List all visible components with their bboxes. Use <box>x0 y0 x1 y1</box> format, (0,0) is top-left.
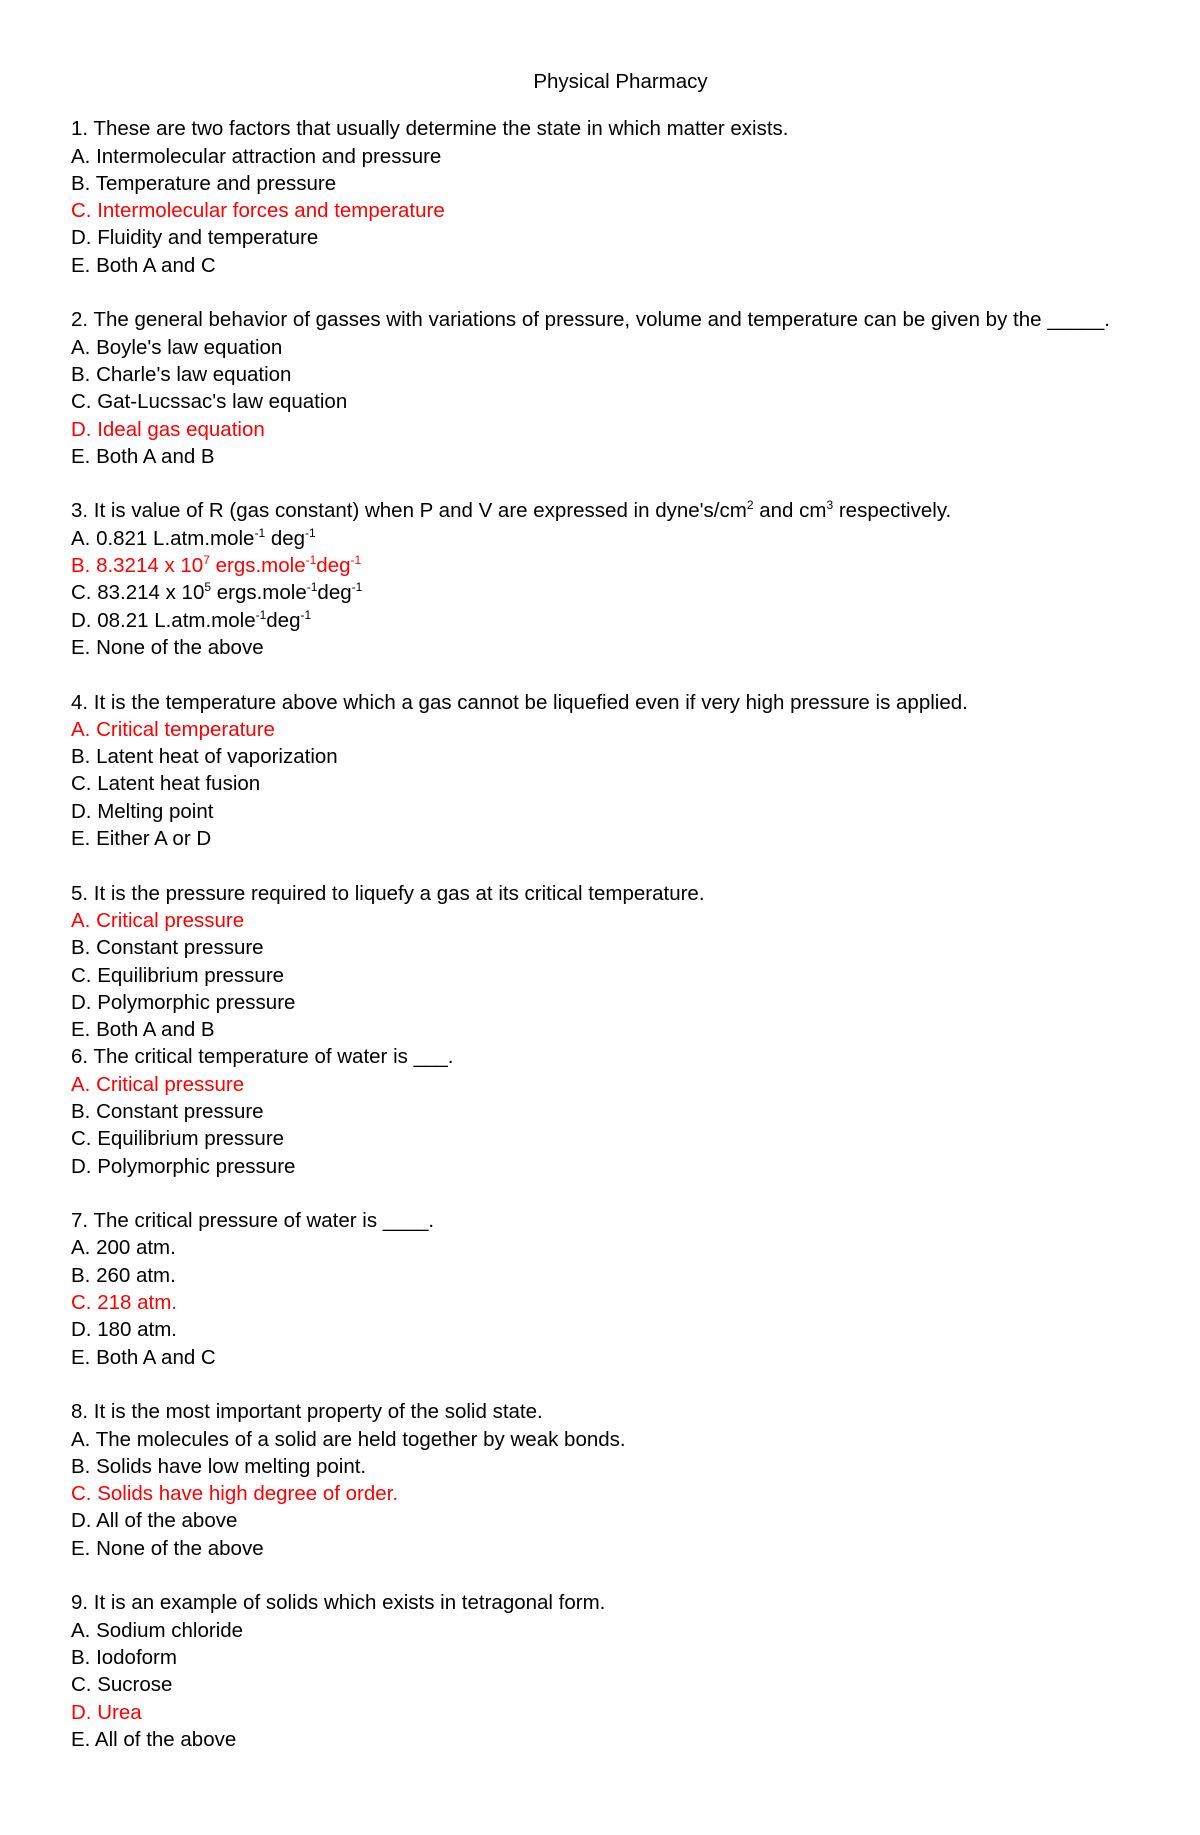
answer-choice: B. 260 atm. <box>71 1263 176 1287</box>
answer-choice: D. Fluidity and temperature <box>71 226 319 250</box>
answer-choice: B. Latent heat of vaporization <box>71 745 338 769</box>
answer-choice: E. Both A and C <box>71 1345 216 1369</box>
answer-choice: A. Boyle's law equation <box>71 335 283 359</box>
question-1 <box>71 115 1140 279</box>
question-6 <box>71 1043 1140 1179</box>
question-stem: 1. These are two factors that usually determine the state in which matter exists. <box>71 117 789 141</box>
answer-choice-correct: C. Solids have high degree of order. <box>71 1482 399 1506</box>
answer-choice-correct: C. 218 atm. <box>71 1291 177 1315</box>
answer-choice-correct: A. Critical pressure <box>71 1072 245 1096</box>
answer-choice: E. None of the above <box>71 1536 264 1560</box>
answer-choice: E. Both A and B <box>71 1018 215 1042</box>
question-2 <box>71 306 1140 470</box>
answer-choice: D. Polymorphic pressure <box>71 1154 296 1178</box>
answer-choice: E. Both A and C <box>71 253 216 277</box>
answer-choice: A. The molecules of a solid are held together by weak bonds. <box>71 1427 626 1451</box>
answer-choice-correct: B. 8.3214 x $10^7$ ergs.mole$^{-1}$deg$^{-1}$ <box>71 553 362 578</box>
answer-choice-correct: D. Urea <box>71 1700 142 1724</box>
answer-choice-correct: A. Critical pressure <box>71 908 245 932</box>
answer-choice: D. Melting point <box>71 799 214 823</box>
question-list <box>71 115 1140 1753</box>
answer-choice: E. Both A and B <box>71 444 215 468</box>
question-stem: 5. It is the pressure required to liquefy a gas at its critical temperature. <box>71 881 705 905</box>
answer-choice: A. 0.821 L.atm.mole$^{-1}$ deg$^{-1}$ <box>71 525 316 550</box>
answer-choice: C. Equilibrium pressure <box>71 1127 285 1151</box>
answer-choice: C. Equilibrium pressure <box>71 963 285 987</box>
question-stem: 3. It is value of R (gas constant) when P and V are expressed in $dyne's/cm^2$ and $cm^3$ respectively. <box>71 498 952 523</box>
question-3 <box>71 497 1140 661</box>
answer-choice-correct: D. Ideal gas equation <box>71 417 265 441</box>
answer-choice: D. 08.21 L.atm.mole$^{-1}$deg$^{-1}$ <box>71 607 312 632</box>
answer-choice: E. None of the above <box>71 635 264 659</box>
answer-choice-correct: C. Intermolecular forces and temperature <box>71 199 445 223</box>
answer-choice: D. 180 atm. <box>71 1318 177 1342</box>
answer-choice: C. Gat-Lucssac's law equation <box>71 390 348 414</box>
question-5 <box>71 880 1140 1044</box>
answer-choice: B. Constant pressure <box>71 1099 264 1123</box>
page-title: Physical Pharmacy <box>533 70 708 93</box>
answer-choice: C. Latent heat fusion <box>71 772 261 796</box>
question-4 <box>71 689 1140 853</box>
question-stem: 7. The critical pressure of water is ____. <box>71 1209 435 1233</box>
answer-choice: C. 83.214 x $10^5$ ergs.mole$^{-1}$deg$^{-1}$ <box>71 580 363 605</box>
answer-choice: B. Constant pressure <box>71 936 264 960</box>
answer-choice: E. All of the above <box>71 1727 237 1751</box>
question-9 <box>71 1589 1140 1753</box>
answer-choice: A. 200 atm. <box>71 1236 176 1260</box>
question-stem: 4. It is the temperature above which a gas cannot be liquefied even if very high pressure is applied. <box>71 690 968 714</box>
answer-choice: B. Solids have low melting point. <box>71 1454 367 1478</box>
answer-choice: D. All of the above <box>71 1509 238 1533</box>
question-stem: 2. The general behavior of gasses with variations of pressure, volume and temperature can be given by the _____. <box>71 308 1110 332</box>
question-stem: 6. The critical temperature of water is ___. <box>71 1045 454 1069</box>
answer-choice: C. Sucrose <box>71 1673 173 1697</box>
answer-choice: A. Sodium chloride <box>71 1618 244 1642</box>
question-stem: 9. It is an example of solids which exists in tetragonal form. <box>71 1591 606 1615</box>
question-8 <box>71 1398 1140 1562</box>
answer-choice: A. Intermolecular attraction and pressure <box>71 144 442 168</box>
answer-choice: B. Iodoform <box>71 1645 177 1669</box>
question-stem: 8. It is the most important property of the solid state. <box>71 1400 543 1424</box>
question-7 <box>71 1207 1140 1371</box>
answer-choice: B. Temperature and pressure <box>71 171 337 195</box>
answer-choice-correct: A. Critical temperature <box>71 717 275 741</box>
answer-choice: B. Charle's law equation <box>71 362 292 386</box>
answer-choice: E. Either A or D <box>71 827 212 851</box>
answer-choice: D. Polymorphic pressure <box>71 990 296 1014</box>
